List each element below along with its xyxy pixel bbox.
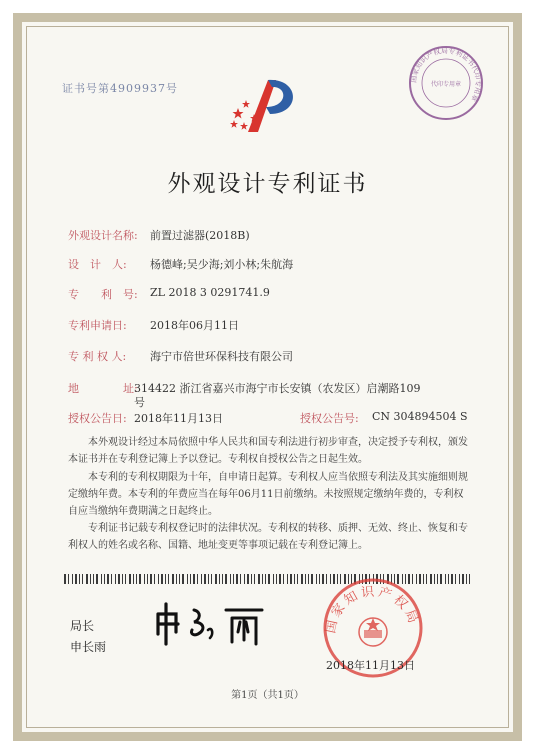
field-label-application-date: 专利申请日: [68,319,127,332]
svg-text:国家知识产权局专利证书代印专用章 [409,46,483,103]
field-label-designers: 设 计 人: [68,258,127,271]
agency-seal-icon [405,42,487,124]
field-label-grant-date: 授权公告日: [68,412,127,425]
certificate-title: 外观设计专利证书 [167,171,368,197]
notice-paragraph: 专利证书记载专利权登记时的法律状况。专利权的转移、质押、无效、终止、恢复和专利权人的姓名或名称、国籍、地址变更等事项记载在专利登记簿上。 [68,523,468,551]
director-name-label: 申长雨 [70,640,107,654]
field-value-grant-date: 2018年11月13日 [134,412,223,425]
notice-paragraph: 本外观设计经过本局依照中华人民共和国专利法进行初步审查，决定授予专利权，颁发本证书并在专利登记簿上予以登记。专利权自授权公告之日起生效。 [68,437,468,465]
field-value-patent-number: ZL 2018 3 0291741.9 [150,286,270,299]
field-label-publication-number: 授权公告号: [300,412,359,425]
patent-office-logo-icon [228,74,306,136]
director-title: 局长 [70,619,95,633]
page-footer: 第1页（共1页） [231,690,304,701]
field-label-design-name: 外观设计名称: [68,229,138,242]
stamp-ring-text: 国家知识产权局 [323,584,422,635]
field-value-designers: 杨德峰;吴少海;刘小林;朱航海 [150,258,294,271]
field-value-publication-number: CN 304894504 S [372,410,468,423]
seal-center-text: 代印专用章 [430,81,462,88]
field-value-design-name: 前置过滤器(2018B) [150,229,250,242]
field-value-address-cont: 号 [134,396,145,409]
certificate-number: 证书号第4909937号 [62,82,178,95]
seal-ring-text: 国家知识产权局专利证书代印专用章 [409,46,483,103]
field-value-application-date: 2018年06月11日 [150,319,239,332]
field-label-address: 地 址: [68,382,138,395]
field-label-patent-number: 专 利 号: [68,288,138,301]
stamp-date: 2018年11月13日 [326,659,415,672]
field-label-patentee: 专 利 权 人: [68,350,127,363]
notice-paragraph: 本专利的专利权期限为十年，自申请日起算。专利权人应当依照专利法及其实施细则规定缴纳年费。本专利的年费应当在每年06月11日前缴纳。未按照规定缴纳年费的，专利权自应当缴纳年费期满之日起终止。 [68,472,468,517]
field-value-patentee: 海宁市倍世环保科技有限公司 [150,350,293,363]
director-signature-icon [150,600,280,648]
field-value-address: 314422 浙江省嘉兴市海宁市长安镇（农发区）启潮路109 [134,382,421,395]
